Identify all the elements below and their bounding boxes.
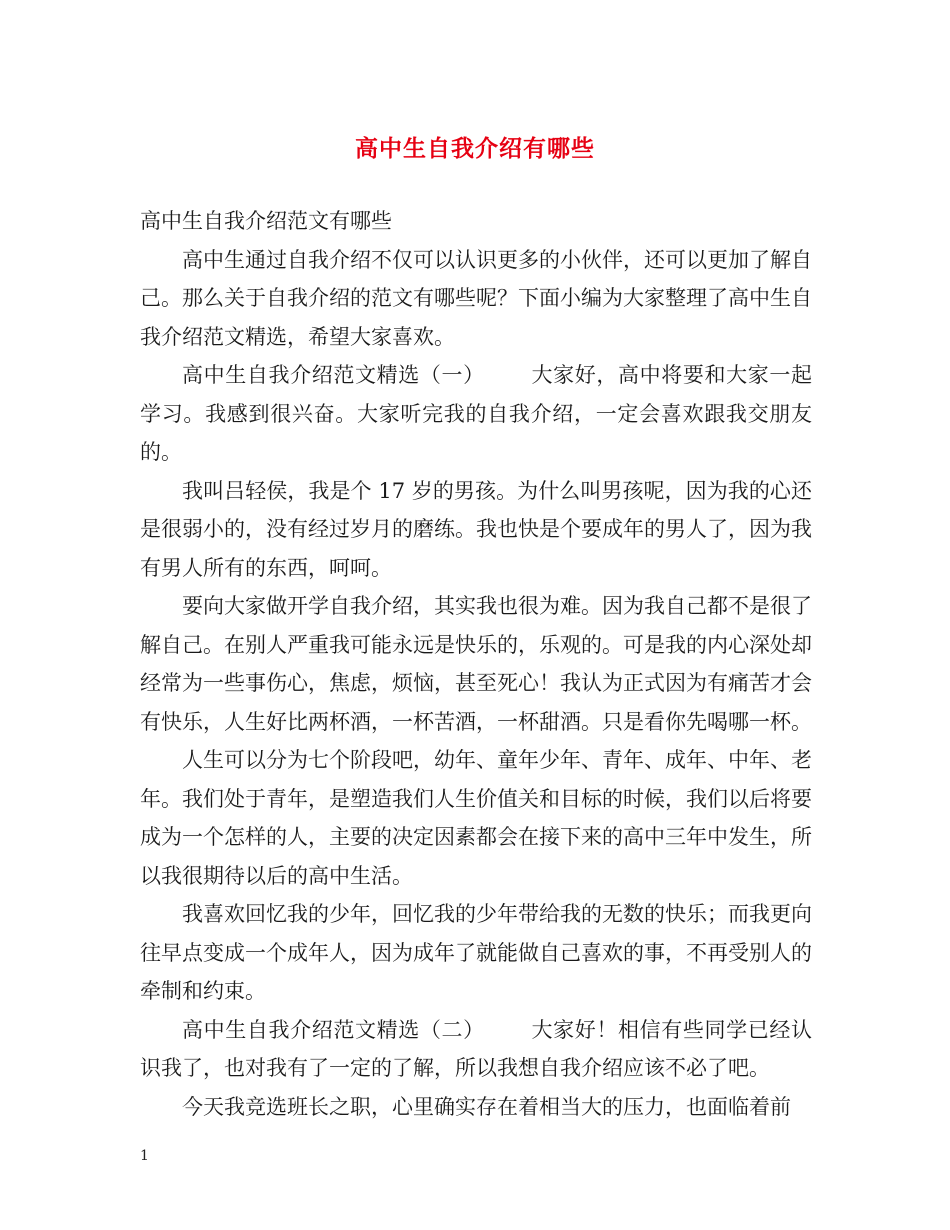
body-paragraph: 我叫吕轻侯，我是个 17 岁的男孩。为什么叫男孩呢，因为我的心还是很弱小的，没有经过岁月的磨练。我也快是个要成年的男人了，因为我有男人所有的东西，呵呵。: [140, 478, 812, 580]
document-title: 高中生自我介绍有哪些: [355, 136, 595, 162]
page-number: 1: [140, 1148, 149, 1164]
section-1-heading: 高中生自我介绍范文精选（一）: [182, 363, 485, 387]
intro-paragraph: 高中生通过自我介绍不仅可以认识更多的小伙伴，还可以更加了解自己。那么关于自我介绍的范文有哪些呢？下面小编为大家整理了高中生自我介绍范文精选，希望大家喜欢。: [140, 247, 812, 349]
body-paragraph: 要向大家做开学自我介绍，其实我也很为难。因为我自己都不是很了解自己。在别人严重我可能永远是快乐的，乐观的。可是我的内心深处却经常为一些事伤心，焦虑，烦恼，甚至死心！我认为正式因为有痛苦才会有快乐，人生好比两杯酒，一杯苦酒，一杯甜酒。只是看你先喝哪一杯。: [140, 594, 812, 734]
section-1-paragraph: [140, 356, 812, 472]
section-2-text: 大家好！相信有些同学已经认识我了，也对我有了一定的了解，所以我想自我介绍应该不必了吧。: [140, 1017, 813, 1080]
body-paragraph: 我喜欢回忆我的少年，回忆我的少年带给我的无数的快乐；而我更向往早点变成一个成年人，因为成年了就能做自己喜欢的事，不再受别人的牵制和约束。: [140, 902, 812, 1003]
section-2-heading: 高中生自我介绍范文精选（二）: [182, 1017, 485, 1042]
document-body: [140, 202, 812, 1126]
section-1-text: 大家好，高中将要和大家一起学习。我感到很兴奋。大家听完我的自我介绍，一定会喜欢跟我交朋友的。: [140, 363, 813, 464]
section-2-paragraph: [140, 1011, 812, 1088]
body-paragraph: 今天我竞选班长之职，心里确实存在着相当大的压力，也面临着前: [182, 1094, 791, 1119]
document-subtitle: 高中生自我介绍范文有哪些: [140, 209, 392, 233]
body-paragraph: 人生可以分为七个阶段吧，幼年、童年少年、青年、成年、中年、老年。我们处于青年，是塑造我们人生价值关和目标的时候，我们以后将要成为一个怎样的人，主要的决定因素都会在接下来的高中三年中发生，所以我很期待以后的高中生活。: [140, 748, 812, 888]
